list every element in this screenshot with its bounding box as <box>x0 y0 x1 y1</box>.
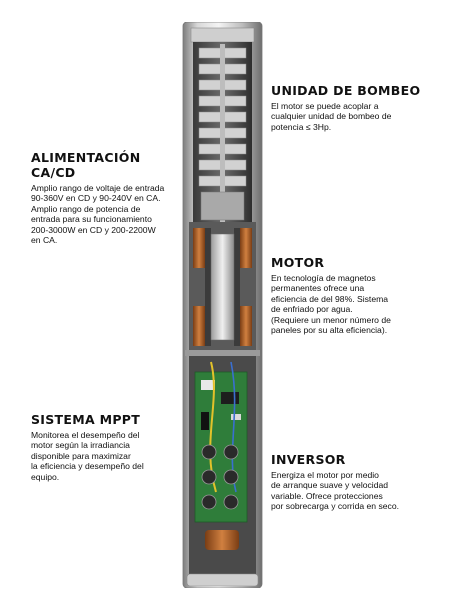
inversor-text <box>271 470 421 512</box>
pump-cutaway-illustration <box>181 22 264 588</box>
motor-section <box>189 222 256 350</box>
sistema-mppt-line: Monitorea el desempeño del <box>31 430 140 440</box>
motor-line: de enfriado por agua. <box>271 304 353 315</box>
label-alimentacion <box>31 150 179 245</box>
unidad-bombeo-title: UNIDAD DE BOMBEO <box>271 83 421 98</box>
stator-winding-right-bottom <box>240 306 252 346</box>
inversor-line: por sobrecarga y corrida en seco. <box>271 501 400 512</box>
rotor <box>211 234 234 340</box>
sistema-mppt-text <box>31 430 167 482</box>
unidad-bombeo-line: potencia ≤ 3Hp. <box>271 121 332 132</box>
inversor-line: de arranque suave y velocidad <box>271 480 389 491</box>
label-unidad-bombeo <box>271 83 421 132</box>
stator-winding-left-bottom <box>193 306 205 346</box>
motor-line: paneles por su alta eficiencia). <box>271 325 388 336</box>
alimentacion-line: Amplio rango de voltaje de entrada <box>31 183 165 193</box>
label-inversor <box>271 452 421 512</box>
label-motor <box>271 255 421 335</box>
sistema-mppt-line: equipo. <box>31 471 60 482</box>
sistema-mppt-line: la eficiencia y desempeño del <box>31 461 144 472</box>
sistema-mppt-title: SISTEMA MPPT <box>31 412 141 427</box>
motor-line: (Requiere un menor número de <box>271 314 391 325</box>
inversor-line: Energiza el motor por medio <box>271 470 379 480</box>
copper-coil-base <box>205 530 239 550</box>
sistema-mppt-line: motor según la irradiancia <box>31 440 130 451</box>
alimentacion-line: Amplio rango de potencia de <box>31 203 141 214</box>
pump-unit-section <box>191 28 254 222</box>
alimentacion-line: 90-360V en CD y 90-240V en CA. <box>31 193 161 204</box>
sistema-mppt-line: disponible para maximizar <box>31 450 131 461</box>
motor-line: eficiencia de del 98%. Sistema <box>271 293 389 304</box>
alimentacion-line: 200-3000W en CD y 200-2200W <box>31 224 156 235</box>
unidad-bombeo-text <box>271 101 421 132</box>
inversor-title: INVERSOR <box>271 452 346 467</box>
inversor-line: variable. Ofrece protecciones <box>271 490 383 501</box>
alimentacion-title: ALIMENTACIÓN CA/CD <box>31 150 141 180</box>
label-sistema-mppt <box>31 412 167 482</box>
motor-line: permanentes ofrece una <box>271 283 365 294</box>
unidad-bombeo-line: cualquier unidad de bombeo de <box>271 111 392 122</box>
motor-text <box>271 273 421 335</box>
stator-winding-left-top <box>193 228 205 268</box>
motor-line: En tecnología de magnetos <box>271 273 376 283</box>
motor-title: MOTOR <box>271 255 325 270</box>
stator-winding-right-top <box>240 228 252 268</box>
alimentacion-line: en CA. <box>31 235 58 246</box>
inverter-section <box>189 356 256 574</box>
alimentacion-text <box>31 183 179 245</box>
alimentacion-line: entrada para su funcionamiento <box>31 214 152 225</box>
unidad-bombeo-line: El motor se puede acoplar a <box>271 101 379 111</box>
